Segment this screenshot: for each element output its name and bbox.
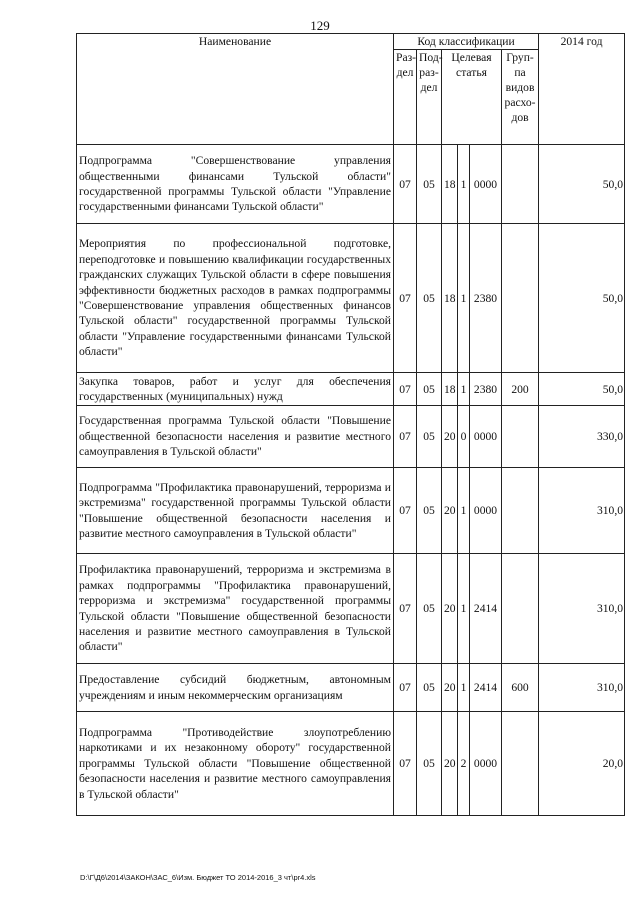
table-row	[77, 664, 625, 712]
page-number: 129	[310, 18, 330, 33]
header-gruppa: Груп-па видов расхо-дов	[502, 50, 539, 145]
row-podrazdel: 05	[417, 373, 442, 406]
header-podrazdel: Под-раз-дел	[417, 50, 442, 145]
budget-table	[76, 33, 625, 816]
row-podrazdel: 05	[417, 406, 442, 468]
row-sum: 310,0	[539, 468, 625, 554]
table-row	[77, 468, 625, 554]
row-podrazdel: 05	[417, 468, 442, 554]
row-vid	[502, 468, 539, 554]
header-code: Код классификации	[394, 34, 539, 50]
row-name: Предоставление субсидий бюджетным, автономным учреждениям и иным некоммерческим организациям	[77, 664, 394, 712]
row-razdel: 07	[394, 664, 417, 712]
row-vid	[502, 224, 539, 373]
row-sum: 50,0	[539, 145, 625, 224]
row-vid	[502, 406, 539, 468]
row-name: Подпрограмма "Совершенствование управления общественными финансами Тульской области" государственной программы Тульской области "Управление государственными финансами Тульской области"	[77, 145, 394, 224]
row-cs-direction: 0000	[470, 468, 502, 554]
row-sum: 20,0	[539, 712, 625, 816]
row-razdel: 07	[394, 406, 417, 468]
row-cs-subprogram: 1	[458, 664, 470, 712]
row-cs-subprogram: 1	[458, 224, 470, 373]
row-razdel: 07	[394, 554, 417, 664]
row-cs-subprogram: 1	[458, 373, 470, 406]
row-cs-program: 20	[442, 664, 458, 712]
row-cs-direction: 0000	[470, 406, 502, 468]
file-path-footer: D:\Г\Д6\2014\ЗАКОН\ЗАС_6\Изм. Бюджет ТО 2014-2016_3 чт\pr4.xls	[80, 873, 316, 882]
table-row	[77, 712, 625, 816]
header-razdel: Раз-дел	[394, 50, 417, 145]
row-cs-program: 18	[442, 145, 458, 224]
row-cs-program: 20	[442, 554, 458, 664]
row-sum: 310,0	[539, 554, 625, 664]
row-cs-direction: 2414	[470, 554, 502, 664]
row-name: Подпрограмма "Противодействие злоупотреблению наркотиками и их незаконному обороту" государственной программы Тульской области "Повышение общественной безопасности населения и развитие местного самоуправления в Тульской области"	[77, 712, 394, 816]
row-razdel: 07	[394, 373, 417, 406]
row-podrazdel: 05	[417, 712, 442, 816]
row-cs-direction: 2380	[470, 373, 502, 406]
row-vid: 200	[502, 373, 539, 406]
row-podrazdel: 05	[417, 145, 442, 224]
row-cs-direction: 0000	[470, 712, 502, 816]
row-razdel: 07	[394, 224, 417, 373]
row-cs-program: 20	[442, 468, 458, 554]
table-row	[77, 224, 625, 373]
header-name: Наименование	[77, 34, 394, 145]
row-cs-program: 18	[442, 373, 458, 406]
row-podrazdel: 05	[417, 664, 442, 712]
row-name: Подпрограмма "Профилактика правонарушений, терроризма и экстремизма" государственной программы Тульской области "Повышение общественной безопасности населения и развитие местного самоуправления в Тульской области"	[77, 468, 394, 554]
table-row	[77, 554, 625, 664]
row-cs-program: 18	[442, 224, 458, 373]
row-cs-subprogram: 1	[458, 554, 470, 664]
row-cs-direction: 0000	[470, 145, 502, 224]
row-sum: 330,0	[539, 406, 625, 468]
row-vid	[502, 554, 539, 664]
row-cs-program: 20	[442, 712, 458, 816]
row-podrazdel: 05	[417, 224, 442, 373]
row-cs-subprogram: 2	[458, 712, 470, 816]
row-cs-direction: 2414	[470, 664, 502, 712]
table-row	[77, 373, 625, 406]
header-celevaya: Целевая статья	[442, 50, 502, 145]
row-sum: 50,0	[539, 224, 625, 373]
row-razdel: 07	[394, 712, 417, 816]
row-name: Мероприятия по профессиональной подготовке, переподготовке и повышению квалификации государственных гражданских служащих Тульской области в сфере повышения эффективности бюджетных расходов в рамках подпрограммы "Совершенствование управления общественных финансов Тульской области" государственной программы Тульской области "Управление государственными финансами Тульской области"	[77, 224, 394, 373]
row-name: Закупка товаров, работ и услуг для обеспечения государственных (муниципальных) нужд	[77, 373, 394, 406]
row-podrazdel: 05	[417, 554, 442, 664]
header-year: 2014 год	[539, 34, 625, 145]
row-name: Государственная программа Тульской области "Повышение общественной безопасности населения и развитие местного самоуправления в Тульской области"	[77, 406, 394, 468]
row-cs-direction: 2380	[470, 224, 502, 373]
row-cs-subprogram: 1	[458, 468, 470, 554]
table-row	[77, 145, 625, 224]
row-name: Профилактика правонарушений, терроризма и экстремизма в рамках подпрограммы "Профилактика правонарушений, терроризма и экстремизма" государственной программы Тульской области "Повышение общественной безопасности населения и развитие местного самоуправления в Тульской области"	[77, 554, 394, 664]
row-cs-subprogram: 1	[458, 145, 470, 224]
row-cs-program: 20	[442, 406, 458, 468]
row-sum: 50,0	[539, 373, 625, 406]
row-vid: 600	[502, 664, 539, 712]
row-razdel: 07	[394, 468, 417, 554]
row-vid	[502, 712, 539, 816]
row-razdel: 07	[394, 145, 417, 224]
row-vid	[502, 145, 539, 224]
row-cs-subprogram: 0	[458, 406, 470, 468]
table-row	[77, 406, 625, 468]
row-sum: 310,0	[539, 664, 625, 712]
